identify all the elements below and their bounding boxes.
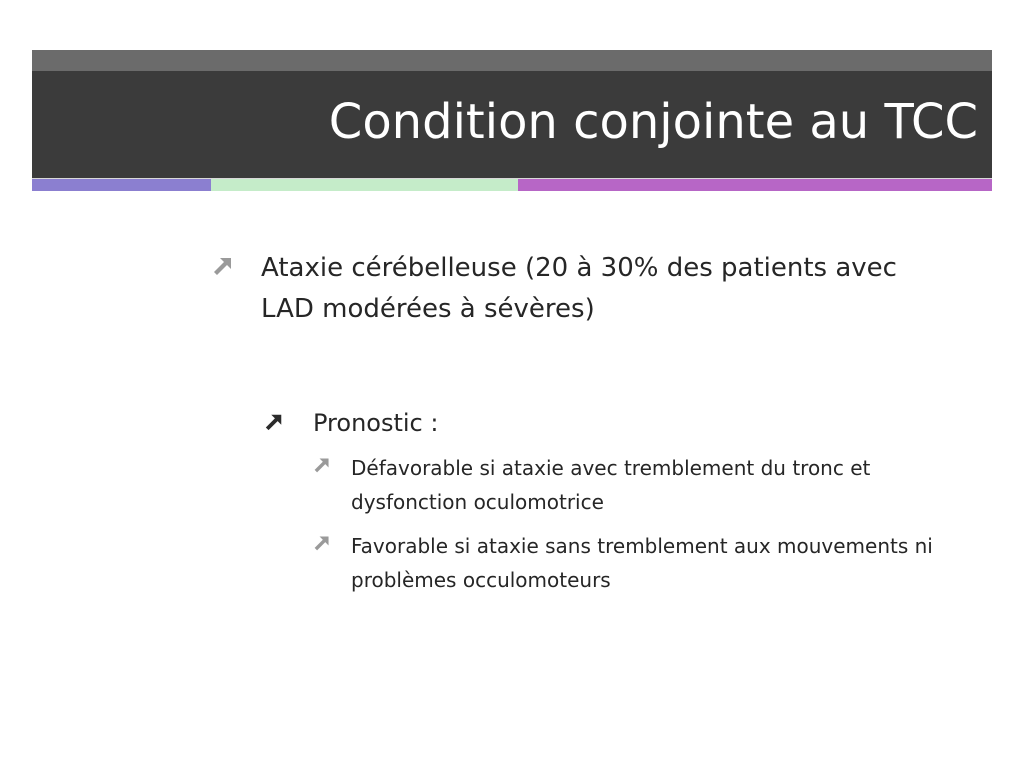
bullet-level3-text: Défavorable si ataxie avec tremblement du tronc et dysfonction oculomotrice bbox=[351, 456, 871, 514]
bullet-level3-text: Favorable si ataxie sans tremblement aux mouvements ni problèmes occulomoteurs bbox=[351, 534, 933, 592]
accent-segment-magenta bbox=[518, 179, 992, 191]
bullet-level2 bbox=[264, 406, 934, 440]
accent-segment-green bbox=[211, 179, 518, 191]
arrow-up-right-icon bbox=[313, 529, 351, 552]
arrow-up-right-icon bbox=[212, 248, 261, 277]
bullet-level1 bbox=[212, 248, 942, 330]
bullet-level3-item bbox=[313, 451, 953, 519]
title-top-strip bbox=[32, 50, 992, 71]
accent-segment-purple bbox=[32, 179, 211, 191]
bullet-level3-item bbox=[313, 529, 953, 597]
bullet-level2-text: Pronostic : bbox=[313, 409, 439, 437]
title-bar bbox=[32, 71, 992, 178]
arrow-up-right-icon bbox=[313, 451, 351, 474]
arrow-up-right-icon bbox=[264, 406, 313, 432]
slide-title: Condition conjointe au TCC bbox=[328, 94, 978, 150]
accent-bar bbox=[32, 179, 992, 191]
bullet-level1-text: Ataxie cérébelleuse (20 à 30% des patients avec LAD modérées à sévères) bbox=[261, 253, 897, 324]
